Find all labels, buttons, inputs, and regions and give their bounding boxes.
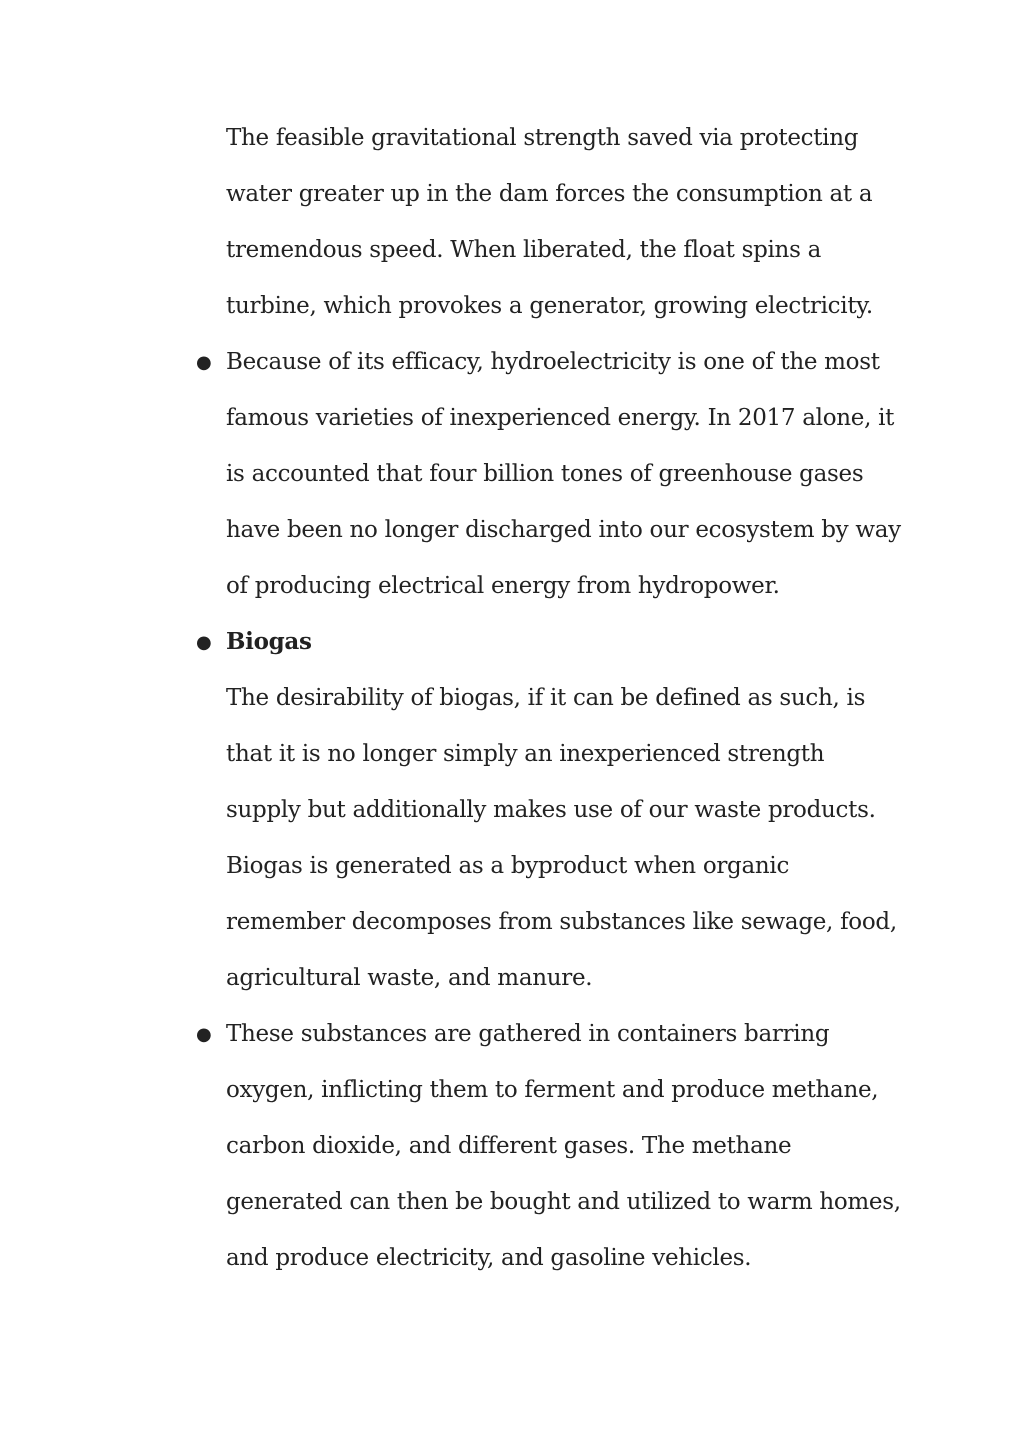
text-line: oxygen, inflicting them to ferment and produce methane, <box>226 1077 879 1103</box>
text-line: remember decomposes from substances like sewage, food, <box>226 909 897 935</box>
text-line: Because of its efficacy, hydroelectricity is one of the most <box>226 349 880 375</box>
text-line: famous varieties of inexperienced energy. In 2017 alone, it <box>226 405 895 431</box>
text-line: supply but additionally makes use of our waste products. <box>226 797 876 823</box>
text-line: of producing electrical energy from hydropower. <box>226 573 780 599</box>
text-line: that it is no longer simply an inexperienced strength <box>226 741 825 767</box>
text-line: The feasible gravitational strength saved via protecting <box>226 125 859 151</box>
text-line: tremendous speed. When liberated, the float spins a <box>226 237 821 263</box>
bullet-icon: ● <box>196 632 212 653</box>
text-line: turbine, which provokes a generator, growing electricity. <box>226 293 873 319</box>
bullet-icon: ● <box>196 1024 212 1045</box>
text-line: and produce electricity, and gasoline vehicles. <box>226 1245 752 1271</box>
text-line: carbon dioxide, and different gases. The methane <box>226 1133 792 1159</box>
text-line: water greater up in the dam forces the consumption at a <box>226 181 873 207</box>
text-line: generated can then be bought and utilized to warm homes, <box>226 1189 901 1215</box>
text-line: The desirability of biogas, if it can be defined as such, is <box>226 685 866 711</box>
text-line: is accounted that four billion tones of greenhouse gases <box>226 461 864 487</box>
bullet-icon: ● <box>196 352 212 373</box>
text-line: Biogas is generated as a byproduct when organic <box>226 853 790 879</box>
text-line: have been no longer discharged into our ecosystem by way <box>226 517 901 543</box>
text-line: agricultural waste, and manure. <box>226 965 593 991</box>
text-line: These substances are gathered in containers barring <box>226 1021 830 1047</box>
section-heading: Biogas <box>226 628 312 655</box>
